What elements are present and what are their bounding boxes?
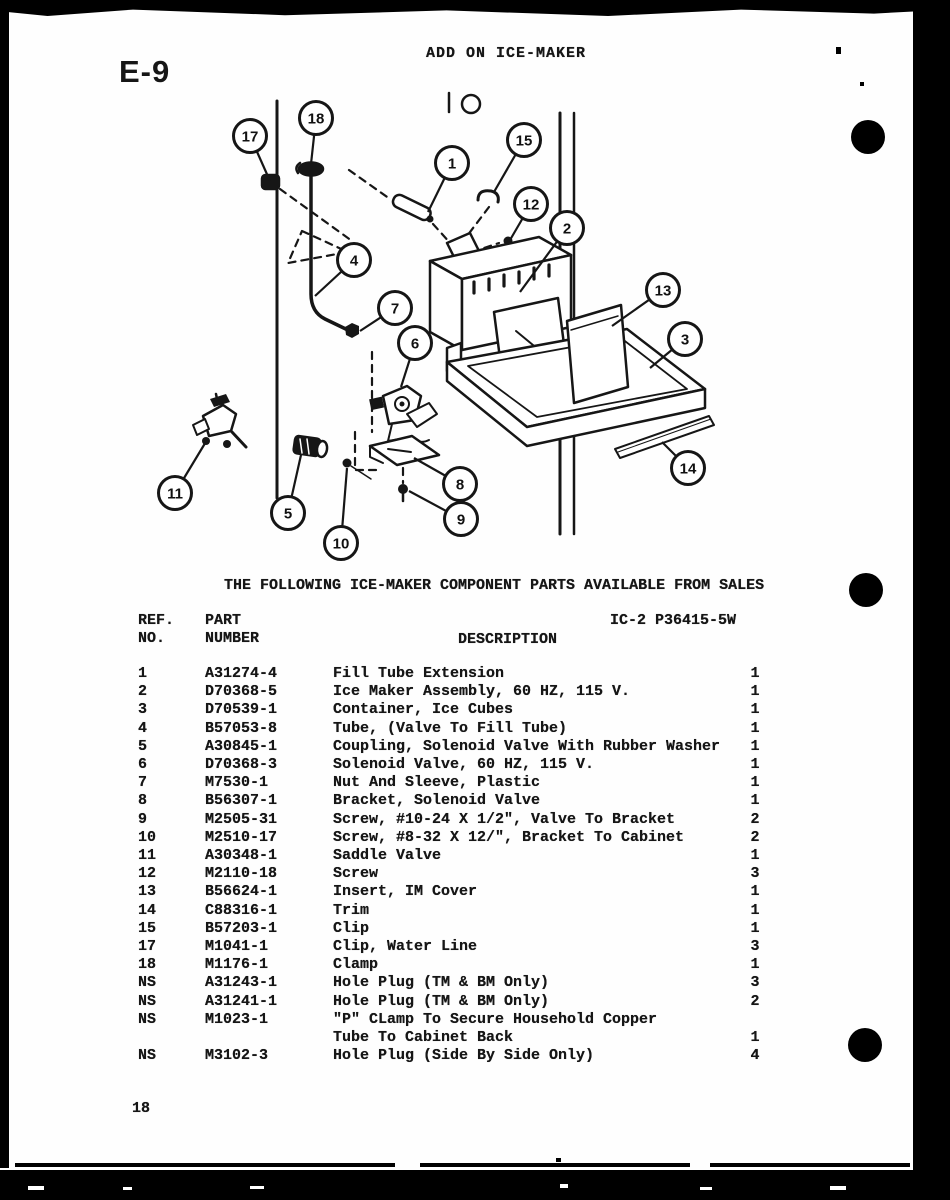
table-row — [0, 701, 950, 720]
cell-desc: Ice Maker Assembly, 60 HZ, 115 V. — [333, 683, 631, 701]
cell-qty: 1 — [750, 847, 760, 864]
cell-ref: NS — [138, 1010, 157, 1028]
fill-tube-shape — [427, 216, 434, 223]
callout-number: 6 — [410, 335, 420, 353]
table-row — [0, 956, 950, 975]
cell-ref: NS — [138, 1047, 157, 1065]
screw-shape — [351, 466, 371, 479]
table-row — [0, 993, 950, 1012]
cell-desc: Tube To Cabinet Back — [333, 1029, 514, 1046]
table-row — [0, 902, 950, 921]
cell-ref: 7 — [138, 774, 148, 792]
table-row — [0, 974, 950, 993]
table-row — [0, 847, 950, 866]
cell-ref: 5 — [138, 737, 148, 755]
cell-ref: 4 — [138, 719, 148, 737]
callout-number: 18 — [307, 110, 325, 128]
cell-part: A31241-1 — [205, 992, 278, 1010]
solenoid-valve-shape — [400, 402, 405, 407]
fill-tube-shape — [391, 193, 433, 222]
screw-shape — [398, 484, 408, 494]
cell-qty: 1 — [750, 737, 760, 755]
cell-part: B57203-1 — [205, 919, 278, 937]
callout-number: 2 — [562, 220, 572, 238]
callout-number: 3 — [680, 331, 690, 349]
callout-number: 17 — [241, 128, 259, 146]
table-row — [0, 829, 950, 848]
cell-ref: NS — [138, 992, 157, 1010]
callout-number: 15 — [515, 132, 533, 150]
cell-part: M3102-3 — [205, 1047, 269, 1065]
cell-desc: Screw — [333, 865, 379, 883]
nut-sleeve-shape — [345, 323, 359, 338]
cell-ref: 1 — [138, 665, 148, 682]
clip-shape — [478, 191, 498, 202]
cell-ref: 2 — [138, 683, 148, 701]
cell-ref: 14 — [138, 901, 157, 919]
cell-ref: NS — [138, 974, 157, 992]
cell-part: A31274-4 — [205, 665, 278, 682]
grommet-shape — [462, 95, 480, 113]
cell-desc: Fill Tube Extension — [333, 665, 505, 682]
cell-desc: Hole Plug (TM & BM Only) — [333, 974, 550, 992]
cell-desc: Clamp — [333, 956, 379, 974]
cell-ref: 3 — [138, 701, 148, 719]
cell-qty: 1 — [750, 956, 760, 974]
cell-part: D70368-5 — [205, 683, 278, 701]
cell-ref: 11 — [138, 847, 157, 864]
cell-qty: 1 — [750, 701, 760, 719]
assembly-guide-dash — [280, 189, 352, 241]
cell-desc: Hole Plug (Side By Side Only) — [333, 1047, 595, 1065]
col-model: IC-2 P36415-5W — [610, 612, 737, 629]
cell-qty: 3 — [750, 938, 760, 955]
cell-part: B56624-1 — [205, 883, 278, 901]
callout-number: 10 — [332, 535, 350, 553]
cell-desc: Nut And Sleeve, Plastic — [333, 774, 541, 792]
cell-ref: 6 — [138, 756, 148, 773]
cell-part: M2505-31 — [205, 810, 278, 828]
cell-desc: Coupling, Solenoid Valve With Rubber Washer — [333, 737, 721, 755]
cell-desc: Screw, #10-24 X 1/2", Valve To Bracket — [333, 810, 676, 828]
cell-qty: 1 — [750, 883, 760, 901]
cell-part: D70539-1 — [205, 701, 278, 719]
cell-qty: 1 — [750, 719, 760, 737]
callout-number: 5 — [283, 505, 293, 523]
cell-ref: 12 — [138, 865, 157, 883]
table-row — [0, 938, 950, 957]
cell-desc: Saddle Valve — [333, 847, 442, 864]
clip-water-line-shape — [262, 175, 279, 189]
cell-desc: "P" CLamp To Secure Household Copper — [333, 1010, 658, 1028]
clamp-shape — [299, 163, 323, 176]
table-row — [0, 1011, 950, 1030]
cell-part: B56307-1 — [205, 792, 278, 810]
cell-desc: Clip — [333, 919, 370, 937]
saddle-valve-shape — [223, 440, 231, 448]
cell-ref: 17 — [138, 938, 157, 955]
cell-qty: 1 — [750, 774, 760, 792]
table-row — [0, 774, 950, 793]
col-ref-line2: NO. — [138, 630, 166, 647]
table-row — [0, 1047, 950, 1066]
cell-part: D70368-3 — [205, 756, 278, 773]
coupling-shape — [316, 440, 328, 457]
callout-number: 1 — [447, 155, 457, 173]
table-row — [0, 683, 950, 702]
saddle-valve-shape — [232, 432, 246, 447]
cell-qty: 2 — [750, 828, 760, 846]
cell-qty: 3 — [750, 865, 760, 883]
table-row — [0, 1029, 950, 1048]
table-row — [0, 756, 950, 775]
cell-qty: 1 — [750, 792, 760, 810]
table-row — [0, 792, 950, 811]
cell-qty: 1 — [750, 1029, 760, 1046]
cell-ref: 10 — [138, 828, 157, 846]
table-row — [0, 811, 950, 830]
cell-desc: Tube, (Valve To Fill Tube) — [333, 719, 568, 737]
col-ref-line1: REF. — [138, 612, 175, 629]
assembly-guide-dash — [349, 170, 390, 199]
cell-ref: 8 — [138, 792, 148, 810]
col-part-line2: NUMBER — [205, 630, 260, 647]
cell-part: C88316-1 — [205, 901, 278, 919]
cell-part: M1023-1 — [205, 1010, 269, 1028]
cell-desc: Bracket, Solenoid Valve — [333, 792, 541, 810]
table-intro: THE FOLLOWING ICE-MAKER COMPONENT PARTS AVAILABLE FROM SALES — [224, 577, 765, 594]
callout-number: 4 — [349, 252, 359, 270]
cell-ref: 9 — [138, 810, 148, 828]
section-label: E-9 — [119, 54, 171, 89]
callout-number: 11 — [167, 485, 183, 503]
table-row — [0, 665, 950, 684]
callout-number: 8 — [455, 476, 465, 494]
insert-cover-shape — [567, 305, 628, 403]
cell-desc: Trim — [333, 901, 370, 919]
callout-number: 14 — [679, 460, 697, 478]
cell-desc: Insert, IM Cover — [333, 883, 478, 901]
callout-number: 13 — [654, 282, 672, 300]
cell-desc: Solenoid Valve, 60 HZ, 115 V. — [333, 756, 595, 773]
cell-part: A30348-1 — [205, 847, 278, 864]
cell-desc: Container, Ice Cubes — [333, 701, 514, 719]
cell-qty: 3 — [750, 974, 760, 992]
col-part-line1: PART — [205, 612, 242, 629]
cell-ref: 13 — [138, 883, 157, 901]
table-row — [0, 865, 950, 884]
table-row — [0, 883, 950, 902]
cell-desc: Hole Plug (TM & BM Only) — [333, 992, 550, 1010]
cell-qty: 4 — [750, 1047, 760, 1065]
cell-qty: 2 — [750, 992, 760, 1010]
page-number: 18 — [132, 1100, 151, 1117]
cell-qty: 1 — [750, 756, 760, 773]
callout-number: 7 — [390, 300, 400, 318]
cell-part: M1176-1 — [205, 956, 269, 974]
cell-part: A30845-1 — [205, 737, 278, 755]
cell-qty: 1 — [750, 919, 760, 937]
cell-qty: 1 — [750, 665, 760, 682]
table-row — [0, 920, 950, 939]
table-row — [0, 738, 950, 757]
table-row — [0, 720, 950, 739]
cell-part: A31243-1 — [205, 974, 278, 992]
cell-ref: 15 — [138, 919, 157, 937]
callout-number: 9 — [456, 511, 466, 529]
screw-shape — [343, 459, 352, 468]
cell-part: B57053-8 — [205, 719, 278, 737]
cell-desc: Clip, Water Line — [333, 938, 478, 955]
cell-qty: 1 — [750, 901, 760, 919]
cell-ref: 18 — [138, 956, 157, 974]
cell-part: M1041-1 — [205, 938, 269, 955]
cell-part: M2110-18 — [205, 865, 278, 883]
callout-number: 12 — [522, 196, 540, 214]
cell-qty: 1 — [750, 683, 760, 701]
cell-part: M2510-17 — [205, 828, 278, 846]
cell-desc: Screw, #8-32 X 12/", Bracket To Cabinet — [333, 828, 685, 846]
cell-qty: 2 — [750, 810, 760, 828]
col-description: DESCRIPTION — [458, 631, 558, 648]
page-header-title: ADD ON ICE-MAKER — [426, 45, 587, 62]
saddle-valve-shape — [210, 394, 230, 407]
saddle-valve-shape — [193, 419, 209, 435]
cell-part: M7530-1 — [205, 774, 269, 792]
